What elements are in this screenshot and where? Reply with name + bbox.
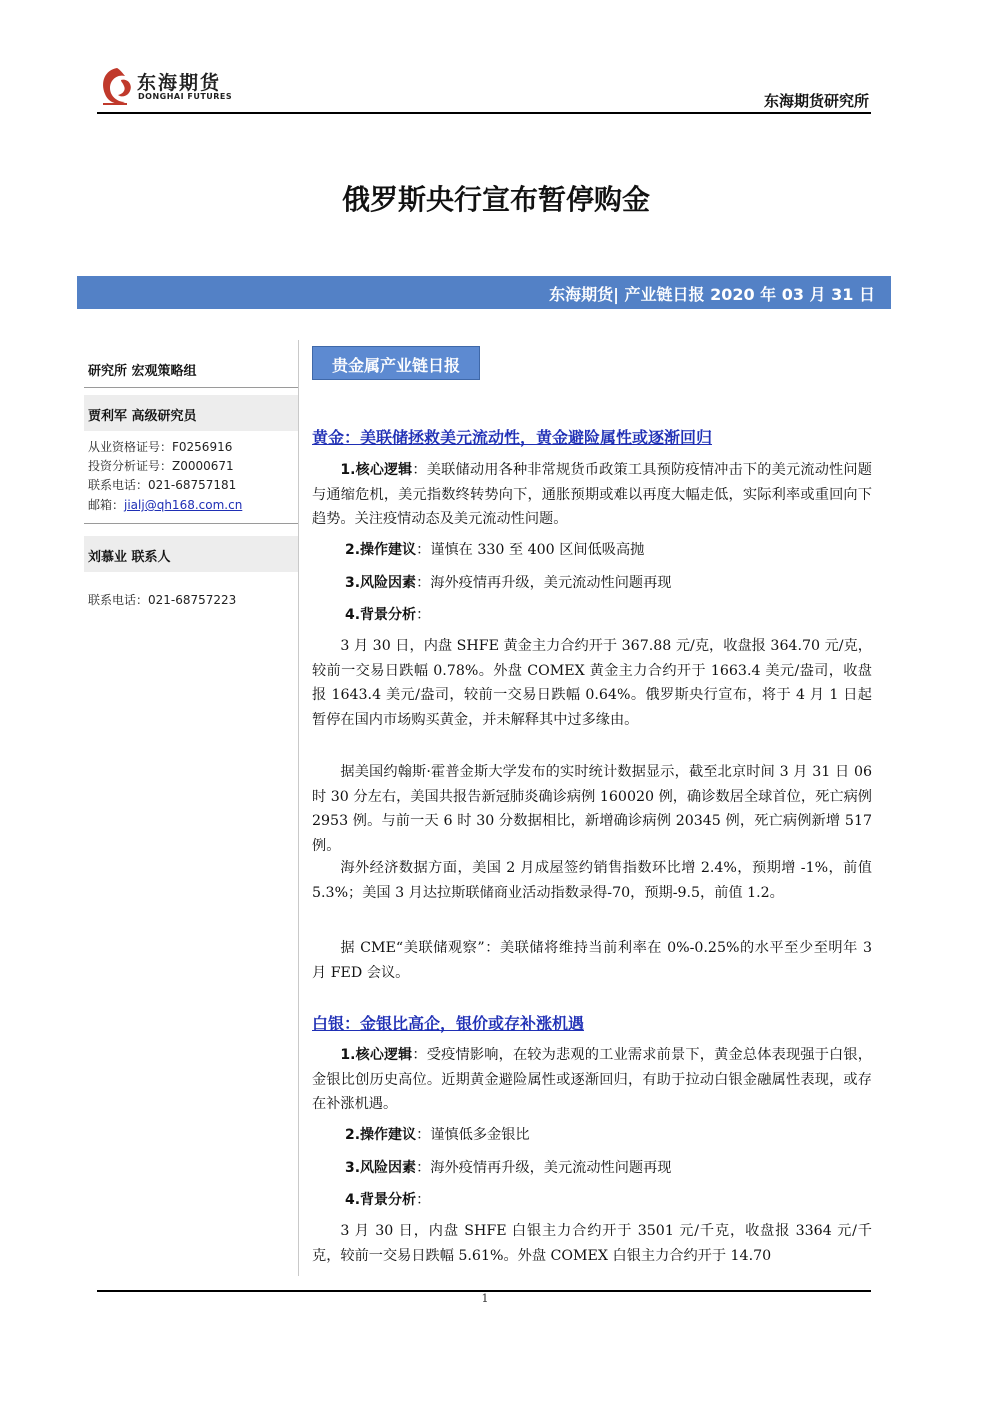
company-logo (97, 64, 233, 108)
gold-risk-label: 3.风险因素 (345, 575, 417, 591)
gold-risk-text: ：海外疫情再升级，美元流动性问题再现 (416, 575, 672, 591)
page-number: 1 (481, 1292, 489, 1305)
report-banner (77, 276, 891, 309)
analyst1-email-row (88, 496, 242, 513)
analyst2-phone: 联系电话：021-68757223 (88, 593, 237, 607)
gold-paragraph-4: 据 CME“美联储观察”：美联储将维持当前利率在 0%-0.25%的水平至少至明年 3 月 FED 会议。 (312, 940, 872, 981)
analyst2-name: 刘慕业 联系人 (88, 550, 171, 565)
gold-risk-factors (345, 572, 671, 592)
silver-background-colon: ： (416, 1192, 431, 1208)
gold-paragraph-3: 海外经济数据方面，美国 2 月成屋签约销售指数环比增 2.4%，预期增 -1%，前值 5.3%；美国 3 月达拉斯联储商业活动指数录得-70，预期-9.5，前值 1.2。 (312, 860, 872, 901)
report-title: 俄罗斯央行宣布暂停购金 (341, 183, 650, 216)
silver-paragraph-1: 3 月 30 日，内盘 SHFE 白银主力合约开于 3501 元/千克，收盘报 3364 元/千克，较前一交易日跌幅 5.61%。外盘 COMEX 白银主力合约开于 14.70 (312, 1223, 872, 1264)
sidebar-dept: 研究所 宏观策略组 (88, 364, 197, 379)
gold-operation-label: 2.操作建议 (345, 542, 417, 558)
silver-section-heading[interactable]: 白银：金银比高企，银价或存补涨机遇 (312, 1014, 585, 1033)
gold-core-logic-text: ：美联储动用各种非常规货币政策工具预防疫情冲击下的美元流动性问题与通缩危机，美元指数终转势向下，通胀预期或难以再度大幅走低，实际利率或重回向下趋势。关注疫情动态及美元流动性问题。 (312, 462, 872, 527)
analyst1-investment-cert: 投资分析证号：Z0000671 (88, 459, 234, 473)
analyst1-qualification: 从业资格证号：F0256916 (88, 440, 233, 454)
sidebar-divider (84, 387, 298, 388)
analyst1-phone: 联系电话：021-68757181 (88, 478, 237, 492)
report-type-tag (312, 346, 480, 380)
logo-english-text: DONGHAI FUTURES (138, 92, 233, 101)
sidebar-vertical-rule (298, 340, 299, 1276)
sidebar-divider (84, 523, 298, 524)
silver-core-logic-text: ：受疫情影响，在较为悲观的工业需求前景下，黄金总体表现强于白银，金银比创历史高位。近期黄金避险属性或逐渐回归，有助于拉动白银金融属性表现，或存在补涨机遇。 (312, 1047, 872, 1112)
email-label: 邮箱： (88, 498, 125, 512)
silver-operation-label: 2.操作建议 (345, 1127, 417, 1143)
gold-paragraph-1: 3 月 30 日，内盘 SHFE 黄金主力合约开于 367.88 元/克，收盘报 364.70 元/克，较前一交易日跌幅 0.78%。外盘 COMEX 黄金主力合约开于 1663.4 美元/盎司，收盘报 1643.4 美元/盎司，较前一交易日跌幅 0.64%。俄罗斯央行宣布，将于 4 月 1 日起暂停在国内市场购买黄金，并未解释其中过多缘由。 (312, 638, 872, 728)
email-link[interactable]: jialj@qh168.com.cn (124, 498, 243, 512)
silver-core-logic-label: 1.核心逻辑 (340, 1047, 413, 1063)
logo-chinese-text: 东海期货 (137, 72, 222, 94)
gold-operation-advice (345, 539, 644, 559)
gold-background-label: 4.背景分析 (345, 607, 417, 623)
analyst1-name: 贾利军 高级研究员 (88, 409, 197, 424)
silver-core-logic (312, 1043, 872, 1117)
gold-core-logic (312, 458, 872, 532)
institute-name: 东海期货研究所 (763, 92, 869, 110)
silver-risk-text: ：海外疫情再升级，美元流动性问题再现 (416, 1160, 672, 1176)
gold-background-colon: ： (416, 607, 431, 623)
gold-operation-text: ：谨慎在 330 至 400 区间低吸高抛 (416, 542, 645, 558)
dragon-logo-icon (97, 64, 137, 108)
gold-background-heading (345, 604, 430, 624)
gold-core-logic-label: 1.核心逻辑 (340, 462, 413, 478)
gold-section-heading[interactable]: 黄金：美联储拯救美元流动性，黄金避险属性或逐渐回归 (312, 428, 713, 447)
silver-risk-factors (345, 1157, 671, 1177)
banner-text: 东海期货| 产业链日报 2020 年 03 月 31 日 (549, 285, 875, 304)
header-rule (97, 112, 871, 114)
report-type-label: 贵金属产业链日报 (331, 356, 460, 375)
silver-background-heading (345, 1189, 430, 1209)
silver-operation-advice (345, 1124, 530, 1144)
gold-paragraph-2: 据美国约翰斯·霍普金斯大学发布的实时统计数据显示，截至北京时间 3 月 31 日 06 时 30 分左右，美国共报告新冠肺炎确诊病例 160020 例，确诊数居全球首位，死亡病例 2953 例。与前一天 6 时 30 分数据相比，新增确诊病例 20345 例，死亡病例新增 517 例。 (312, 764, 872, 854)
silver-background-label: 4.背景分析 (345, 1192, 417, 1208)
silver-operation-text: ：谨慎低多金银比 (416, 1127, 530, 1143)
silver-risk-label: 3.风险因素 (345, 1160, 417, 1176)
